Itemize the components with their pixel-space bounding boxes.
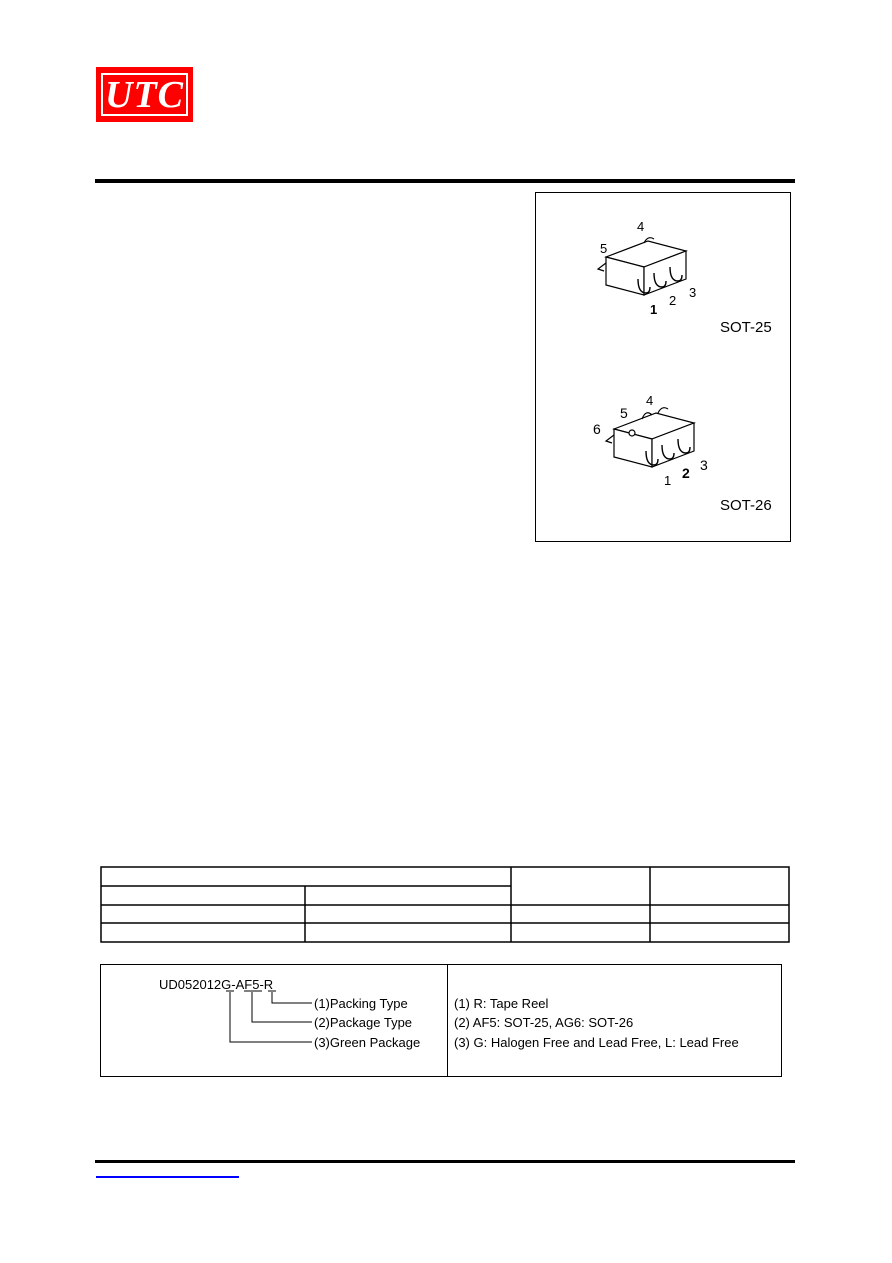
sot26-pin5-label: 5	[620, 405, 628, 421]
legend-green-package: (3)Green Package	[314, 1035, 421, 1050]
decoder-divider	[447, 964, 448, 1077]
sot25-pin2-label: 2	[669, 293, 677, 308]
sot26-pin4-label: 4	[646, 393, 654, 408]
website-link[interactable]	[96, 1176, 239, 1178]
logo-text: UTC	[105, 73, 184, 116]
sot26-pin2-label: 2	[682, 465, 690, 481]
ordering-info-table	[100, 866, 790, 943]
note-packing-type: (1) R: Tape Reel	[454, 996, 549, 1011]
sot25-pin3-label: 3	[689, 285, 697, 300]
part-number-example: UD052012G-AF5-R	[159, 977, 274, 992]
sot25-pin1-label: 1	[650, 302, 658, 317]
legend-package-type: (2)Package Type	[314, 1015, 413, 1030]
sot26-label: SOT-26	[720, 497, 772, 514]
sot25-drawing	[594, 233, 697, 303]
note-green-package: (3) G: Halogen Free and Lead Free, L: Lead Free	[454, 1035, 739, 1050]
header-rule	[95, 179, 795, 183]
sot25-pin4-label: 4	[637, 219, 645, 234]
sot26-pin3-label: 3	[700, 457, 708, 473]
footer-rule	[95, 1160, 795, 1163]
sot25-pin5-label: 5	[600, 241, 608, 256]
sot26-pin6-label: 6	[593, 421, 601, 437]
package-drawings-box	[535, 192, 791, 542]
utc-logo	[96, 67, 193, 122]
legend-packing-type: (1)Packing Type	[314, 996, 408, 1011]
ordering-table-grid	[100, 866, 790, 943]
part-number-callout-lines	[220, 990, 320, 1046]
sot26-pin1-label: 1	[664, 473, 672, 488]
logo-frame	[101, 73, 188, 116]
sot25-label: SOT-25	[720, 319, 772, 336]
note-package-type: (2) AF5: SOT-25, AG6: SOT-26	[454, 1015, 634, 1030]
